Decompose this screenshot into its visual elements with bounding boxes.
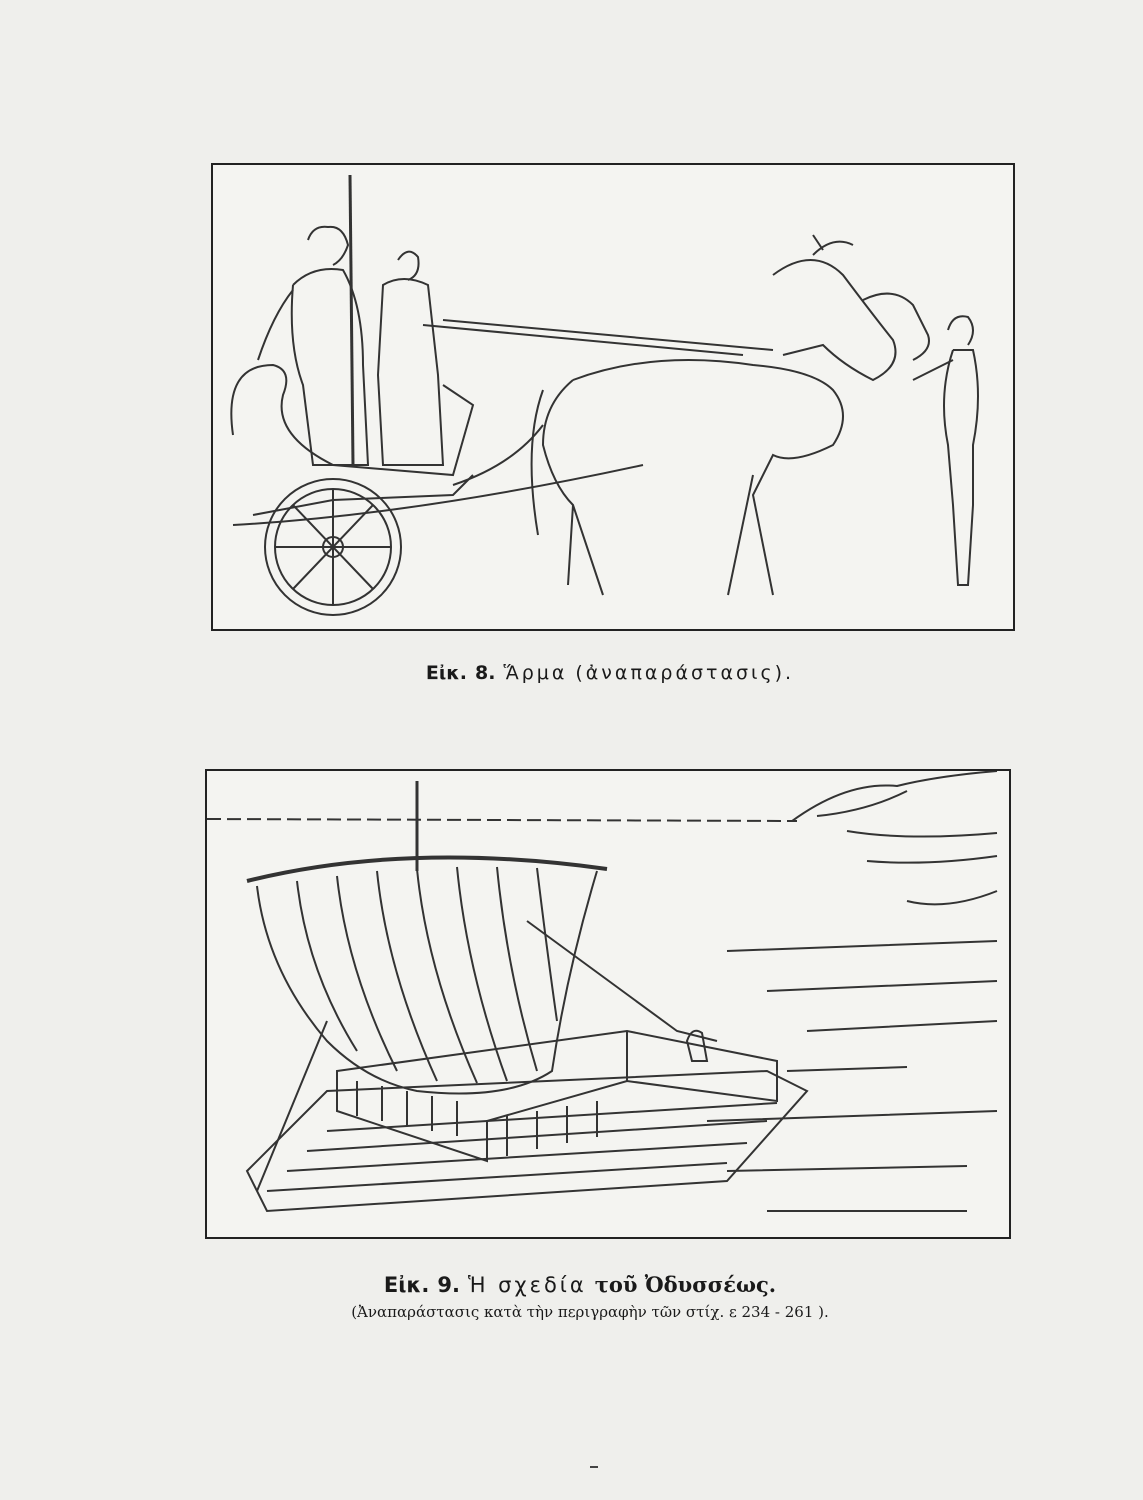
raft-drawing [207, 771, 1009, 1237]
figure-9-subcaption: (Ἀναπαράστασις κατὰ τὴν περιγραφὴν τῶν στίχ. ε 234 - 261 ). [351, 1303, 829, 1321]
figure-8-caption [300, 662, 920, 684]
figure-9-title-rest: τοῦ Ὀδυσσέως. [594, 1272, 777, 1297]
figure-9-caption [300, 1272, 860, 1297]
figure-8-subtitle: (ἀναπαράστασις). [575, 662, 795, 684]
chariot-illustration [211, 163, 1015, 631]
chariot-drawing [213, 165, 1013, 629]
raft-deck [247, 1071, 807, 1211]
figure-8-number: 8. [475, 662, 496, 684]
page-mark [590, 1466, 598, 1468]
figure-9-label: Εἰκ. [383, 1273, 430, 1297]
figure-8-title: Ἅρμα [503, 662, 568, 684]
figure-9-number: 9. [437, 1273, 460, 1297]
raft-illustration [205, 769, 1011, 1239]
figure-9-title: Ἡ σχεδία [467, 1273, 587, 1297]
figure-8-label: Εἰκ. [425, 662, 468, 684]
